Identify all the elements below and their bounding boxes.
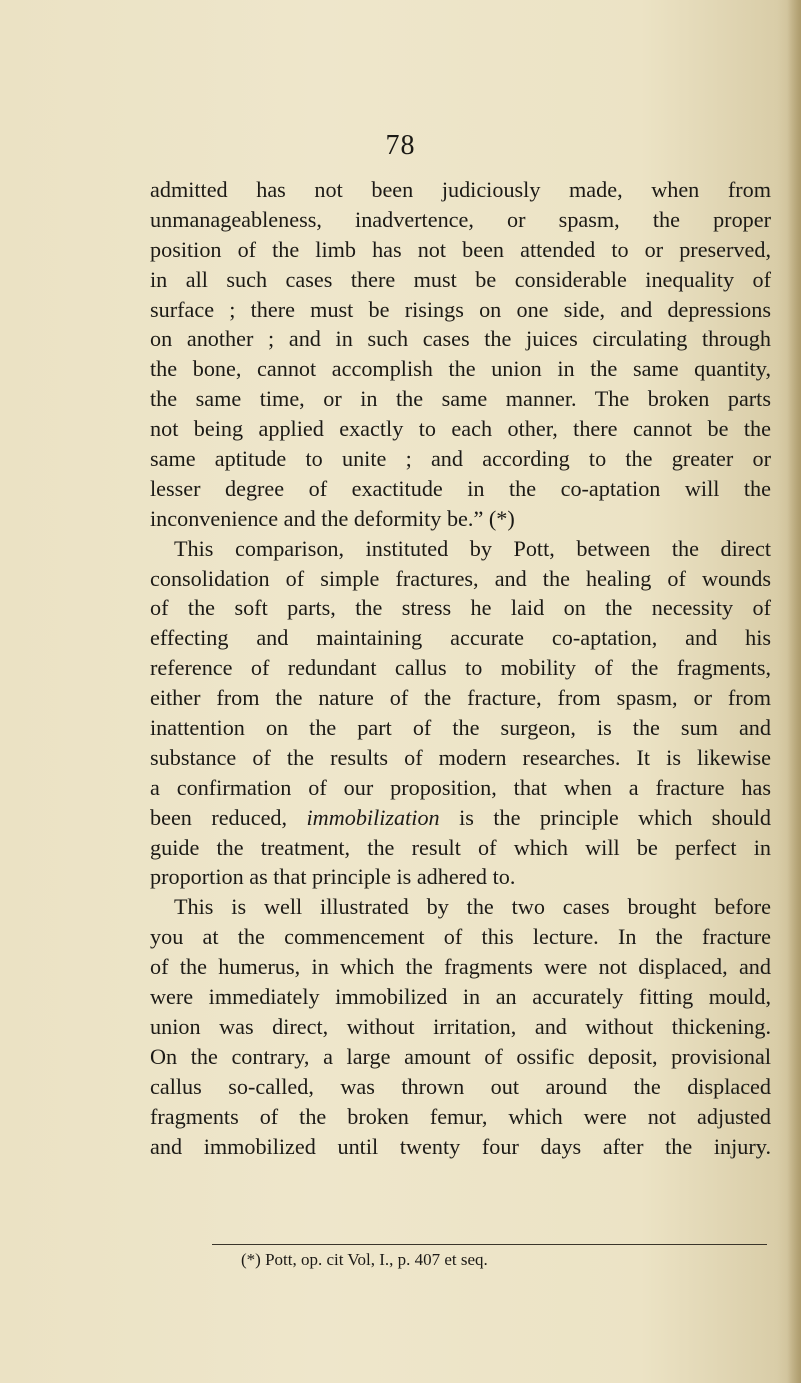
text-line: On the contrary, a large amount of ossific deposit, provisional (150, 1043, 771, 1069)
text-line: callus so-called, was thrown out around the displaced (150, 1073, 771, 1099)
text-line: position of the limb has not been attended to or preserved, (150, 236, 771, 262)
text-line: reference of redundant callus to mobility of the fragments, (150, 655, 771, 681)
text-segment: been reduced, (150, 804, 288, 830)
italic-term: immobilization (306, 804, 440, 830)
text-line: effecting and maintaining accurate co-aptation, and his (150, 625, 771, 651)
page-edge-shadow (787, 0, 801, 1383)
text-line: union was direct, without irritation, and without thickening. (150, 1013, 771, 1039)
text-line: lesser degree of exactitude in the co-aptation will the (150, 475, 771, 501)
text-line: on another ; and in such cases the juices circulating through (150, 326, 771, 352)
text-line: the bone, cannot accomplish the union in the same quantity, (150, 356, 771, 382)
text-line: you at the commencement of this lecture. In the fracture (150, 924, 771, 950)
text-segment: is the principle which should (459, 804, 771, 830)
text-line: not being applied exactly to each other, there cannot be the (150, 416, 771, 442)
footnote-rule (212, 1244, 767, 1245)
text-line: inattention on the part of the surgeon, is the sum and (150, 715, 771, 741)
text-line: This is well illustrated by the two cases brought before (174, 894, 771, 920)
text-line: of the soft parts, the stress he laid on the necessity of (150, 595, 771, 621)
text-line: This comparison, instituted by Pott, between the direct (174, 535, 771, 561)
text-line: of the humerus, in which the fragments were not displaced, and (150, 954, 771, 980)
text-line: either from the nature of the fracture, from spasm, or from (150, 685, 771, 711)
text-line: surface ; there must be risings on one side, and depressions (150, 296, 771, 322)
text-line: the same time, or in the same manner. The broken parts (150, 386, 771, 412)
text-line: were immediately immobilized in an accurately fitting mould, (150, 984, 771, 1010)
text-line: proportion as that principle is adhered to. (150, 864, 516, 890)
text-line: admitted has not been judiciously made, when from (150, 177, 771, 202)
text-line: inconvenience and the deformity be.” (*) (150, 505, 515, 531)
page-number: 78 (385, 130, 416, 161)
text-line: fragments of the broken femur, which were not adjusted (150, 1103, 771, 1129)
footnote: (*) Pott, op. cit Vol, I., p. 407 et seq. (241, 1250, 488, 1269)
text-line: in all such cases there must be considerable inequality of (150, 266, 771, 292)
text-line: same aptitude to unite ; and according to the greater or (150, 446, 771, 472)
text-line: substance of the results of modern researches. It is likewise (150, 744, 771, 770)
text-line: consolidation of simple fractures, and the healing of wounds (150, 565, 771, 591)
text-line: a confirmation of our proposition, that when a fracture has (150, 774, 771, 800)
text-line: and immobilized until twenty four days after the injury. (150, 1133, 771, 1159)
text-line: unmanageableness, inadvertence, or spasm, the proper (150, 206, 771, 232)
body-text (150, 175, 771, 1161)
text-line (150, 803, 771, 833)
text-line: guide the treatment, the result of which will be perfect in (150, 834, 771, 860)
